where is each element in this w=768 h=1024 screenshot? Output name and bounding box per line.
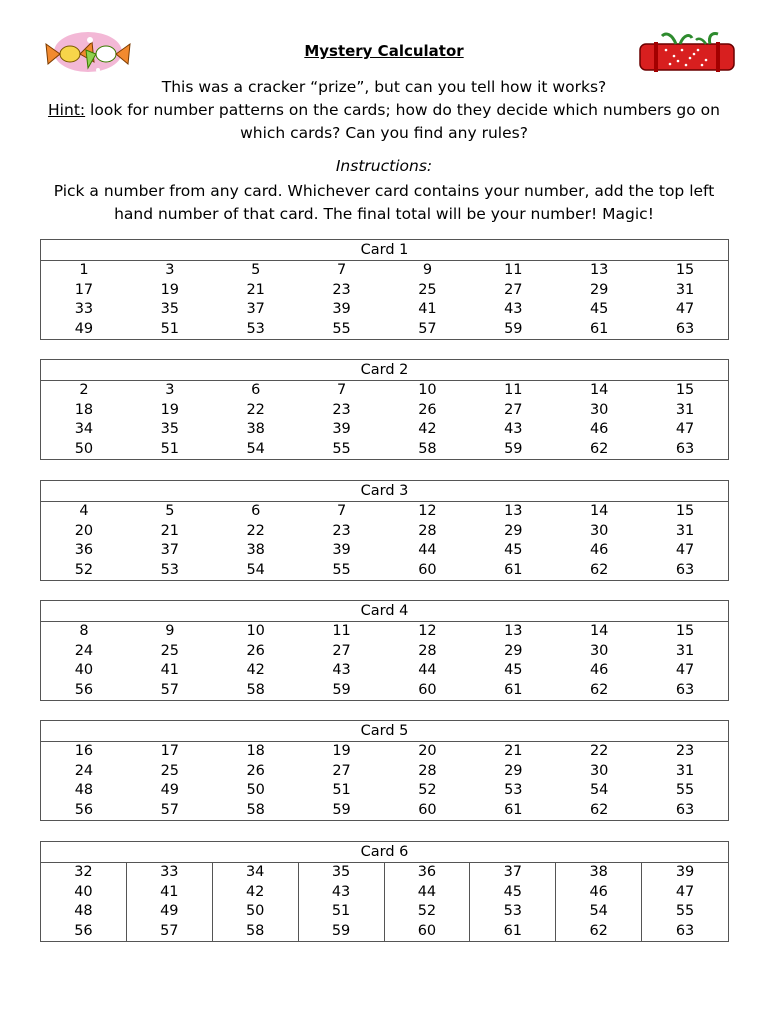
card-number: 31 bbox=[675, 401, 695, 418]
card-number: 40 bbox=[41, 883, 127, 903]
card-number: 39 bbox=[675, 864, 695, 880]
card-number: 61 bbox=[504, 561, 523, 578]
card-title: Card 3 bbox=[41, 481, 728, 502]
card-number: 26 bbox=[418, 401, 437, 418]
card-number: 43 bbox=[332, 662, 351, 678]
card-number: 47 bbox=[675, 421, 695, 437]
card-number: 63 bbox=[675, 922, 695, 939]
card-number: 56 bbox=[41, 922, 127, 942]
card-number: 58 bbox=[246, 681, 265, 698]
card-number: 43 bbox=[504, 421, 523, 437]
page-title: Mystery Calculator bbox=[304, 42, 464, 60]
card-number: 46 bbox=[589, 542, 609, 558]
card-number: 30 bbox=[589, 642, 609, 659]
card-number: 44 bbox=[418, 542, 437, 558]
card-number: 17 bbox=[74, 281, 94, 298]
card-number: 62 bbox=[589, 801, 609, 818]
card-number: 39 bbox=[332, 421, 351, 437]
card-number: 50 bbox=[246, 782, 265, 798]
card-number: 42 bbox=[418, 421, 437, 437]
card-number: 18 bbox=[246, 743, 265, 759]
card-number: 23 bbox=[332, 522, 351, 539]
card-grid bbox=[41, 742, 728, 820]
card-number: 52 bbox=[74, 561, 94, 578]
card-number: 47 bbox=[675, 542, 695, 558]
card-number: 61 bbox=[589, 320, 609, 337]
card-number: 14 bbox=[589, 623, 609, 639]
card-number: 43 bbox=[504, 301, 523, 317]
card-number: 17 bbox=[160, 743, 180, 759]
card-number: 61 bbox=[470, 922, 556, 942]
card-number: 6 bbox=[251, 503, 261, 519]
card-grid bbox=[41, 622, 728, 700]
card-number: 33 bbox=[127, 863, 213, 883]
card-number: 12 bbox=[418, 623, 437, 639]
card-number: 53 bbox=[504, 782, 523, 798]
card-number: 20 bbox=[418, 743, 437, 759]
card-number: 49 bbox=[127, 902, 213, 922]
card-number: 55 bbox=[675, 903, 695, 919]
card-number: 22 bbox=[246, 522, 265, 539]
card-number: 8 bbox=[79, 623, 89, 639]
card-number: 40 bbox=[74, 662, 94, 678]
card-number: 59 bbox=[504, 320, 523, 337]
card-number: 62 bbox=[589, 561, 609, 578]
hint-paragraph bbox=[40, 99, 728, 145]
card-number: 58 bbox=[418, 440, 437, 457]
card-4 bbox=[40, 600, 729, 701]
card-number: 54 bbox=[589, 782, 609, 798]
card-number: 45 bbox=[504, 662, 523, 678]
card-number: 23 bbox=[675, 743, 695, 759]
card-number: 4 bbox=[79, 503, 89, 519]
card-number: 24 bbox=[74, 762, 94, 779]
card-number: 44 bbox=[418, 662, 437, 678]
card-number: 26 bbox=[246, 642, 265, 659]
card-number: 47 bbox=[675, 662, 695, 678]
card-number: 9 bbox=[422, 262, 433, 278]
card-number: 30 bbox=[589, 762, 609, 779]
hint-label: Hint: bbox=[48, 101, 86, 119]
card-number: 29 bbox=[589, 281, 609, 298]
card-number: 59 bbox=[504, 440, 523, 457]
card-number: 55 bbox=[332, 320, 351, 337]
card-number: 61 bbox=[504, 681, 523, 698]
card-number: 13 bbox=[589, 262, 609, 278]
card-title: Card 5 bbox=[41, 721, 728, 742]
card-number: 31 bbox=[675, 762, 695, 779]
card-number: 35 bbox=[160, 421, 180, 437]
card-number: 37 bbox=[470, 863, 556, 883]
card-number: 29 bbox=[504, 642, 523, 659]
card-number: 63 bbox=[675, 801, 695, 818]
card-number: 14 bbox=[589, 503, 609, 519]
card-title: Card 4 bbox=[41, 601, 728, 622]
card-3 bbox=[40, 480, 729, 581]
card-number: 13 bbox=[504, 623, 523, 639]
card-number: 55 bbox=[332, 440, 351, 457]
card-number: 63 bbox=[675, 440, 695, 457]
card-number: 32 bbox=[41, 863, 127, 883]
card-number: 27 bbox=[332, 762, 351, 779]
card-number: 27 bbox=[504, 401, 523, 418]
card-number: 56 bbox=[74, 801, 94, 818]
card-number: 28 bbox=[418, 522, 437, 539]
card-number: 43 bbox=[299, 883, 385, 903]
card-number: 5 bbox=[251, 262, 261, 278]
card-number: 25 bbox=[160, 762, 180, 779]
card-1 bbox=[40, 239, 729, 340]
card-number: 61 bbox=[504, 801, 523, 818]
card-number: 60 bbox=[418, 681, 437, 698]
card-number: 39 bbox=[332, 301, 351, 317]
card-number: 54 bbox=[556, 902, 642, 922]
card-number: 23 bbox=[332, 281, 351, 298]
card-number: 57 bbox=[160, 801, 180, 818]
card-number: 59 bbox=[332, 681, 351, 698]
card-number: 51 bbox=[160, 320, 180, 337]
card-number: 15 bbox=[675, 503, 695, 519]
card-number: 26 bbox=[246, 762, 265, 779]
instructions-heading: Instructions: bbox=[335, 157, 433, 175]
card-number: 54 bbox=[246, 561, 265, 578]
card-number: 31 bbox=[675, 281, 695, 298]
card-number: 38 bbox=[246, 542, 265, 558]
card-number: 49 bbox=[74, 320, 94, 337]
card-number: 15 bbox=[675, 623, 695, 639]
card-number: 58 bbox=[213, 922, 299, 942]
card-number: 46 bbox=[589, 421, 609, 437]
card-number: 35 bbox=[160, 301, 180, 317]
card-number: 18 bbox=[74, 401, 94, 418]
card-number: 2 bbox=[79, 382, 89, 398]
card-number: 54 bbox=[246, 440, 265, 457]
card-number: 31 bbox=[675, 522, 695, 539]
card-number: 20 bbox=[74, 522, 94, 539]
card-number: 11 bbox=[504, 262, 523, 278]
card-number: 58 bbox=[246, 801, 265, 818]
card-number: 10 bbox=[418, 382, 437, 398]
card-number: 15 bbox=[675, 382, 695, 398]
card-number: 51 bbox=[332, 782, 351, 798]
card-number: 7 bbox=[336, 503, 347, 519]
card-number: 13 bbox=[504, 503, 523, 519]
card-number: 7 bbox=[336, 262, 347, 278]
card-number: 36 bbox=[74, 542, 94, 558]
card-number: 10 bbox=[246, 623, 265, 639]
card-number: 38 bbox=[556, 863, 642, 883]
card-number: 21 bbox=[504, 743, 523, 759]
card-number: 44 bbox=[385, 883, 471, 903]
card-grid bbox=[41, 261, 728, 339]
intro-text bbox=[40, 76, 728, 145]
card-number: 46 bbox=[556, 883, 642, 903]
card-number: 45 bbox=[589, 301, 609, 317]
card-number: 25 bbox=[160, 642, 180, 659]
card-number: 41 bbox=[160, 662, 180, 678]
card-number: 62 bbox=[589, 681, 609, 698]
card-number: 3 bbox=[165, 262, 175, 278]
card-number: 28 bbox=[418, 642, 437, 659]
card-number: 59 bbox=[299, 922, 385, 942]
card-number: 34 bbox=[213, 863, 299, 883]
card-number: 51 bbox=[160, 440, 180, 457]
card-number: 63 bbox=[675, 681, 695, 698]
card-5 bbox=[40, 720, 729, 821]
card-number: 50 bbox=[74, 440, 94, 457]
card-number: 46 bbox=[589, 662, 609, 678]
card-number: 31 bbox=[675, 642, 695, 659]
card-number: 47 bbox=[675, 883, 695, 900]
card-number: 52 bbox=[385, 902, 471, 922]
card-number: 49 bbox=[160, 782, 180, 798]
card-number: 35 bbox=[299, 863, 385, 883]
card-number: 27 bbox=[332, 642, 351, 659]
card-number: 47 bbox=[675, 301, 695, 317]
hint-text: look for number patterns on the cards; how do they decide which numbers go on which cards? Can you find any rules? bbox=[85, 101, 720, 142]
card-number: 53 bbox=[160, 561, 180, 578]
intro-line: This was a cracker “prize”, but can you tell how it works? bbox=[161, 78, 607, 96]
card-number: 11 bbox=[504, 382, 523, 398]
card-number: 27 bbox=[504, 281, 523, 298]
card-number: 38 bbox=[246, 421, 265, 437]
card-2 bbox=[40, 359, 729, 460]
card-number: 60 bbox=[418, 801, 437, 818]
card-number: 29 bbox=[504, 522, 523, 539]
card-title: Card 1 bbox=[41, 240, 728, 261]
card-number: 12 bbox=[418, 503, 437, 519]
card-number: 48 bbox=[41, 902, 127, 922]
card-grid bbox=[41, 502, 728, 580]
card-number: 41 bbox=[418, 301, 437, 317]
card-number: 42 bbox=[246, 662, 265, 678]
card-grid bbox=[41, 381, 728, 459]
card-number: 45 bbox=[470, 883, 556, 903]
card-number: 30 bbox=[589, 401, 609, 418]
card-number: 39 bbox=[332, 542, 351, 558]
instructions-text: Pick a number from any card. Whichever card contains your number, add the top left hand number of that card. The final total will be your number! Magic! bbox=[53, 182, 715, 223]
card-number: 19 bbox=[332, 743, 351, 759]
card-number: 55 bbox=[675, 782, 695, 798]
card-number: 15 bbox=[675, 262, 695, 278]
card-number: 21 bbox=[246, 281, 265, 298]
card-number: 57 bbox=[418, 320, 437, 337]
card-number: 22 bbox=[589, 743, 609, 759]
card-number: 45 bbox=[504, 542, 523, 558]
card-number: 51 bbox=[299, 902, 385, 922]
card-number: 59 bbox=[332, 801, 351, 818]
card-number: 63 bbox=[675, 320, 695, 337]
card-number: 53 bbox=[470, 902, 556, 922]
card-grid bbox=[41, 863, 728, 941]
card-number: 55 bbox=[332, 561, 351, 578]
card-number: 1 bbox=[79, 262, 89, 278]
card-number: 37 bbox=[246, 301, 265, 317]
card-number: 16 bbox=[74, 743, 94, 759]
card-number: 14 bbox=[589, 382, 609, 398]
card-number: 52 bbox=[418, 782, 437, 798]
card-number: 25 bbox=[418, 281, 437, 298]
card-title: Card 6 bbox=[41, 842, 728, 863]
card-number: 53 bbox=[246, 320, 265, 337]
card-number: 28 bbox=[418, 762, 437, 779]
card-number: 34 bbox=[74, 421, 94, 437]
card-6 bbox=[40, 841, 729, 942]
card-number: 33 bbox=[74, 301, 94, 317]
card-number: 6 bbox=[251, 382, 261, 398]
card-number: 7 bbox=[336, 382, 347, 398]
card-number: 62 bbox=[556, 922, 642, 942]
card-number: 41 bbox=[127, 883, 213, 903]
card-number: 19 bbox=[160, 401, 180, 418]
card-number: 9 bbox=[165, 623, 175, 639]
card-number: 11 bbox=[332, 623, 351, 639]
card-number: 22 bbox=[246, 401, 265, 418]
card-number: 19 bbox=[160, 281, 180, 298]
card-number: 30 bbox=[589, 522, 609, 539]
card-number: 57 bbox=[160, 681, 180, 698]
card-number: 3 bbox=[165, 382, 175, 398]
card-number: 60 bbox=[385, 922, 471, 942]
card-number: 23 bbox=[332, 401, 351, 418]
card-number: 63 bbox=[675, 561, 695, 578]
card-number: 57 bbox=[127, 922, 213, 942]
card-number: 21 bbox=[160, 522, 180, 539]
card-number: 62 bbox=[589, 440, 609, 457]
card-number: 24 bbox=[74, 642, 94, 659]
card-number: 56 bbox=[74, 681, 94, 698]
card-title: Card 2 bbox=[41, 360, 728, 381]
card-number: 36 bbox=[385, 863, 471, 883]
card-number: 29 bbox=[504, 762, 523, 779]
card-number: 42 bbox=[213, 883, 299, 903]
card-number: 60 bbox=[418, 561, 437, 578]
card-number: 37 bbox=[160, 542, 180, 558]
card-number: 48 bbox=[74, 782, 94, 798]
card-number: 5 bbox=[165, 503, 175, 519]
card-number: 50 bbox=[213, 902, 299, 922]
